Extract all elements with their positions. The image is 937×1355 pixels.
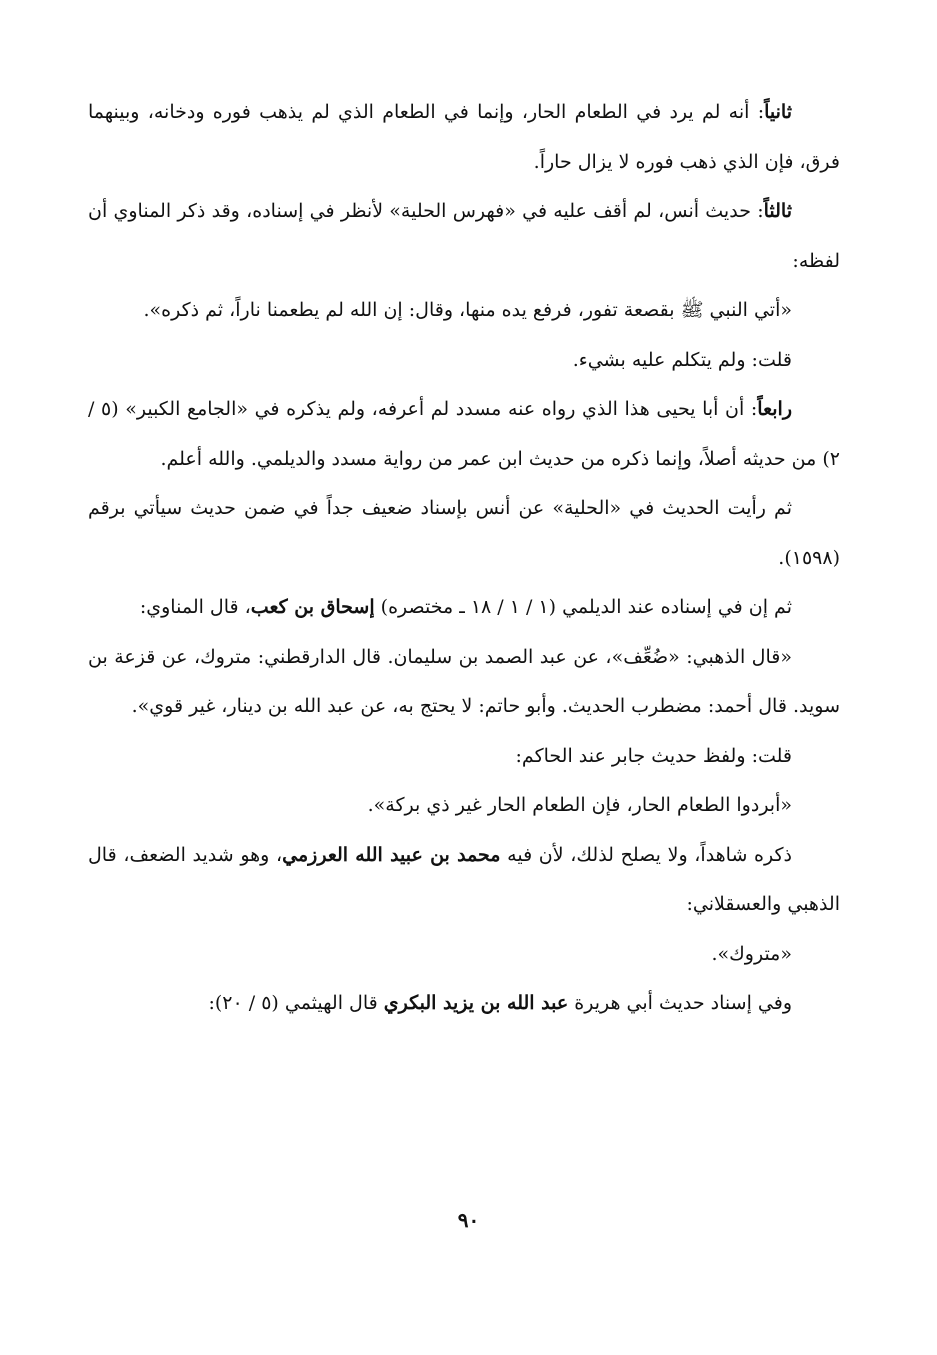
paragraph-text: ذكره شاهداً، ولا يصلح لذلك، لأن فيه <box>500 843 792 866</box>
narrator-name: محمد بن عبيد الله العرزمي <box>282 843 501 866</box>
paragraph-text-tail: قال الهيثمي (٥ / ٢٠): <box>208 992 384 1014</box>
paragraph-text: ثم رأيت الحديث في «الحلية» عن أنس بإسناد ضعيف جداً في ضمن حديث سيأتي برقم (١٥٩٨). <box>88 497 840 569</box>
paragraph-text: : أنه لم يرد في الطعام الحار، وإنما في الطعام الذي لم يذهب فوره ودخانه، وبينهما فرق، فإن الذي ذهب فوره لا يزال حاراً. <box>88 101 840 173</box>
paragraph-6 <box>88 484 840 583</box>
paragraph-lead: ثانياً <box>764 101 792 123</box>
paragraph-text: «قال الذهبي: «ضُعِّف»، عن عبد الصمد بن سليمان. قال الدارقطني: متروك، عن قزعة بن سويد. قال أحمد: مضطرب الحديث. وأبو حاتم: لا يحتج به، عن عبد الله بن دينار، غير قوي». <box>88 645 840 717</box>
paragraph-text: ثم إن في إسناده عند الديلمي (١ / ١ / ١٨ ـ مختصره) <box>374 596 792 618</box>
paragraph-lead: رابعاً <box>757 398 792 420</box>
paragraph-text-tail: ، قال المناوي: <box>139 596 251 618</box>
paragraph-10 <box>88 781 840 831</box>
page-body <box>88 88 840 1029</box>
paragraph-1 <box>88 88 840 187</box>
paragraph-4 <box>88 336 840 386</box>
narrator-name: إسحاق بن كعب <box>250 596 375 618</box>
paragraph-3 <box>88 286 840 336</box>
paragraph-9 <box>88 732 840 782</box>
narrator-name: عبد الله بن يزيد البكري <box>383 992 569 1014</box>
paragraph-12 <box>88 930 840 980</box>
paragraph-text: : أن أبا يحيى هذا الذي رواه عنه مسدد لم أعرفه، ولم يذكره في «الجامع الكبير» (٥ / ٢) من حديثه أصلاً، وإنما ذكره من حديث ابن عمر من رواية مسدد والديلمي. والله أعلم. <box>88 398 840 470</box>
paragraph-text: قلت: ولم يتكلم عليه بشيء. <box>572 348 792 371</box>
paragraph-5 <box>88 385 840 484</box>
paragraph-8 <box>88 633 840 732</box>
paragraph-lead: ثالثاً <box>763 200 792 222</box>
paragraph-13 <box>88 979 840 1029</box>
paragraph-text: «متروك». <box>711 942 792 965</box>
paragraph-11 <box>88 831 840 930</box>
paragraph-2 <box>88 187 840 286</box>
paragraph-text-tail: ، وهو شديد الضعف، قال الذهبي والعسقلاني: <box>88 843 840 915</box>
page-number: ٩٠ <box>457 1208 480 1232</box>
paragraph-text: : حديث أنس، لم أقف عليه في «فهرس الحلية» لأنظر في إسناده، وقد ذكر المناوي أن لفظه: <box>88 200 840 272</box>
paragraph-text: قلت: ولفظ حديث جابر عند الحاكم: <box>515 744 792 767</box>
paragraph-text: «أتي النبي ﷺ بقصعة تفور، فرفع يده منها، وقال: إن الله لم يطعمنا ناراً، ثم ذكره». <box>143 299 792 321</box>
paragraph-7 <box>88 583 840 633</box>
paragraph-text: وفي إسناد حديث أبي هريرة <box>568 992 792 1014</box>
paragraph-text: «أبردوا الطعام الحار، فإن الطعام الحار غير ذي بركة». <box>367 794 792 816</box>
